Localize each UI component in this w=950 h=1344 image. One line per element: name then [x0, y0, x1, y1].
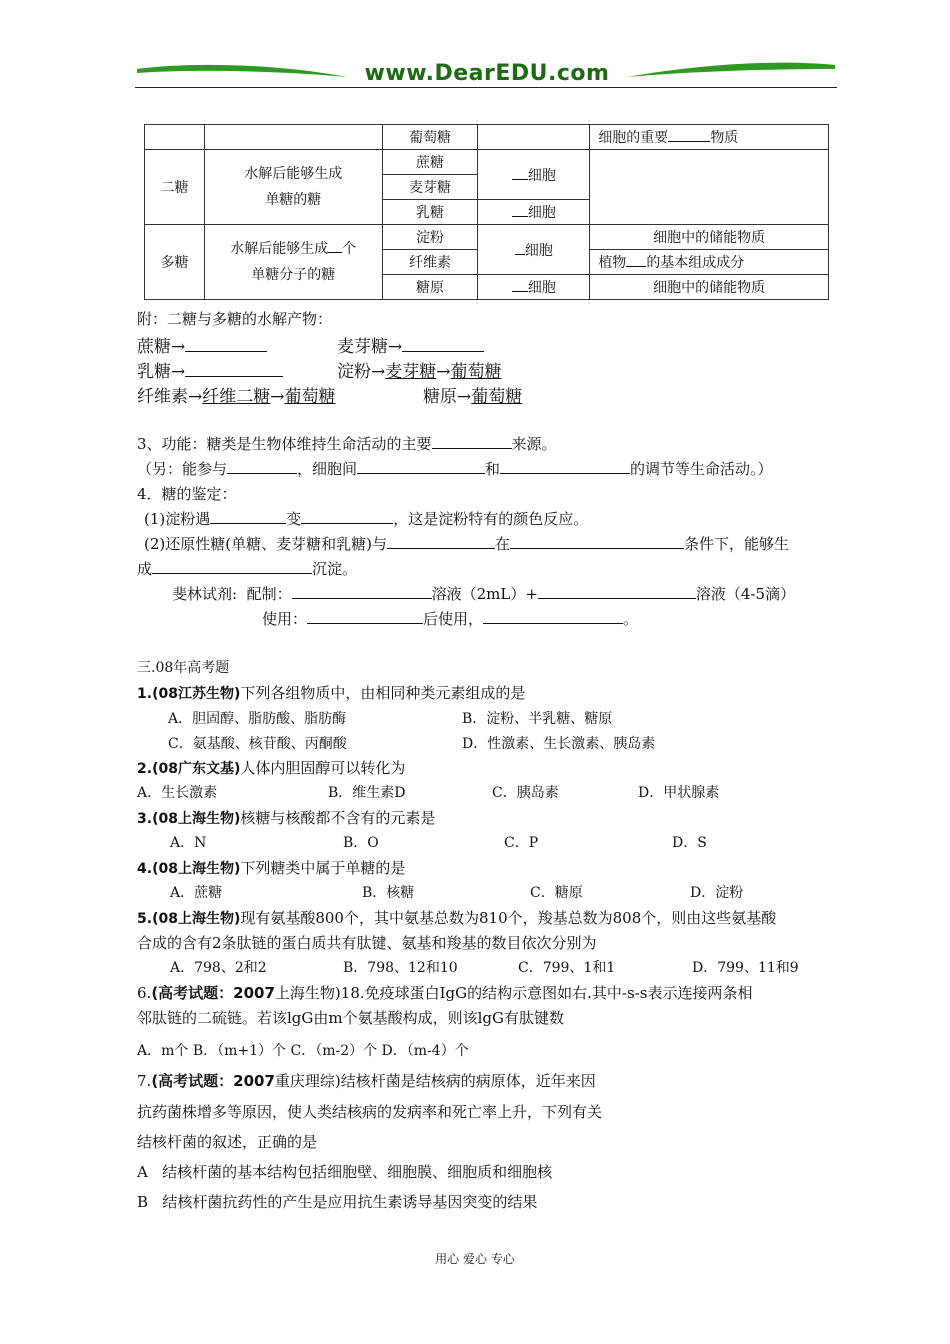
glycogen-function: 细胞中的储能物质: [590, 275, 829, 300]
q5-option-a: A．798、2和2: [170, 960, 267, 976]
reducing-sugar-line-2: 成 沉淀。: [137, 560, 358, 578]
identification-title: 4．糖的鉴定：: [137, 485, 237, 503]
header-rule: [135, 87, 837, 88]
question-2: 2.(08广东文基)人体内胆固醇可以转化为: [137, 759, 406, 777]
table-row: [145, 125, 829, 150]
cellulose-function: 植物 的基本组成成分: [590, 250, 829, 275]
function-extra-line: （另：能参与 ，细胞间 和 的调节等生命活动。）: [137, 460, 773, 478]
q5-option-c: C．799、1和1: [518, 960, 616, 976]
cellulose-cell: 纤维素: [382, 250, 478, 275]
question-6: 6.(高考试题：2007上海生物)18.免疫球蛋白IgG的结构示意图如右.其中-s-s表示连接两条相: [137, 984, 753, 1002]
reducing-sugar-line: (2)还原性糖(单糖、麦芽糖和乳糖)与 在 条件下，能够生: [144, 535, 789, 553]
q1-option-b: B．淀粉、半乳糖、糖原: [462, 711, 613, 727]
q4-option-c: C．糖原: [530, 885, 583, 901]
question-5: 5.(08上海生物)现有氨基酸800个，其中氨基总数为810个，羧基总数为808个，则由这些氨基酸: [137, 909, 777, 927]
q7-option-a: A 结核杆菌的基本结构包括细胞壁、细胞膜、细胞质和细胞核: [137, 1163, 553, 1181]
sucrose-cell: 蔗糖: [382, 150, 478, 175]
polysaccharide-label: 多糖: [145, 225, 205, 300]
table-row: [145, 225, 829, 250]
glycogen-location: 细胞: [478, 275, 590, 300]
hydrolysis-line-1: 蔗糖→ 麦芽糖→: [137, 332, 267, 357]
q3-option-d: D．S: [672, 835, 707, 851]
glucose-cell: 葡萄糖: [382, 125, 478, 150]
disaccharide-label: 二糖: [145, 150, 205, 225]
starch-test-line: (1)淀粉遇 变 ，这是淀粉特有的颜色反应。: [144, 510, 589, 528]
fehling-prep-line: 斐林试剂: 配制： 溶液（2mL）+ 溶液（4-5滴）: [172, 585, 796, 603]
q5-option-b: B．798、12和10: [343, 960, 458, 976]
q4-option-a: A．蔗糖: [170, 885, 223, 901]
table-row: [145, 150, 829, 175]
q1-option-a: A．胆固醇、脂肪酸、脂肪酶: [168, 711, 347, 727]
q4-option-b: B．核糖: [362, 885, 415, 901]
question-4: 4.(08上海生物)下列糖类中属于单糖的是: [137, 859, 406, 877]
q5-option-d: D．799、11和9: [692, 960, 799, 976]
function-line: 3、功能：糖类是生物体维持生命活动的主要 来源。: [137, 435, 557, 453]
q3-option-a: A．N: [170, 835, 207, 851]
question-6-cont: 邻肽链的二硫链。若该lgG由m个氨基酸构成，则该lgG有肽键数: [137, 1009, 564, 1027]
starch-cell: 淀粉: [382, 225, 478, 250]
hydrolysis-line-3: 纤维素→纤维二糖→葡萄糖 糖原→葡萄糖: [137, 387, 523, 407]
question-7-cont: 抗药菌株增多等原因，使人类结核病的发病率和死亡率上升，下列有关: [137, 1103, 603, 1121]
site-header: [135, 55, 837, 95]
lactose-location: 细胞: [478, 200, 590, 225]
lactose-cell: 乳糖: [382, 200, 478, 225]
q2-option-b: B．维生素D: [328, 785, 406, 801]
glycogen-cell: 糖原: [382, 275, 478, 300]
q2-option-a: A．生长激素: [137, 785, 218, 801]
sugar-table: [144, 124, 829, 300]
fehling-use-line: 使用： 后使用， 。: [262, 610, 639, 628]
q1-option-c: C．氨基酸、核苷酸、丙酮酸: [168, 736, 347, 752]
sucrose-maltose-location: 细胞: [478, 150, 590, 200]
exam-title: 三.08年高考题: [137, 660, 230, 676]
q6-options: A．m个 B．（m+1）个 C．（m-2）个 D．（m-4）个: [137, 1043, 469, 1059]
q3-option-c: C．P: [504, 835, 539, 851]
page-footer: 用心 爱心 专心: [435, 1252, 515, 1266]
q2-option-d: D．甲状腺素: [638, 785, 720, 801]
q2-option-c: C．胰岛素: [492, 785, 559, 801]
question-5-cont: 合成的含有2条肽链的蛋白质共有肽键、氨基和羧基的数目依次分别为: [137, 934, 597, 952]
polysaccharide-desc: 水解后能够生成 个 单糖分子的糖: [204, 225, 382, 300]
maltose-cell: 麦芽糖: [382, 175, 478, 200]
question-7-cont-2: 结核杆菌的叙述，正确的是: [137, 1133, 318, 1151]
hydrolysis-line-2: 乳糖→ 淀粉→麦芽糖→葡萄糖: [137, 362, 502, 382]
starch-cellulose-location: 细胞: [478, 225, 590, 275]
q1-option-d: D．性激素、生长激素、胰岛素: [462, 736, 656, 752]
q4-option-d: D．淀粉: [690, 885, 744, 901]
question-3: 3.(08上海生物)核糖与核酸都不含有的元素是: [137, 809, 436, 827]
disaccharide-desc: 水解后能够生成 单糖的糖: [204, 150, 382, 225]
site-name: www.DearEDU.com: [364, 61, 610, 86]
glucose-function: 细胞的重要 物质: [590, 125, 829, 150]
question-1: 1.(08江苏生物)下列各组物质中，由相同种类元素组成的是: [137, 684, 526, 702]
q3-option-b: B．O: [343, 835, 379, 851]
starch-function: 细胞中的储能物质: [590, 225, 829, 250]
hydrolysis-title: 附：二糖与多糖的水解产物：: [137, 310, 333, 328]
q7-option-b: B 结核杆菌抗药性的产生是应用抗生素诱导基因突变的结果: [137, 1193, 538, 1211]
question-7: 7.(高考试题：2007重庆理综)结核杆菌是结核病的病原体，近年来因: [137, 1072, 596, 1090]
